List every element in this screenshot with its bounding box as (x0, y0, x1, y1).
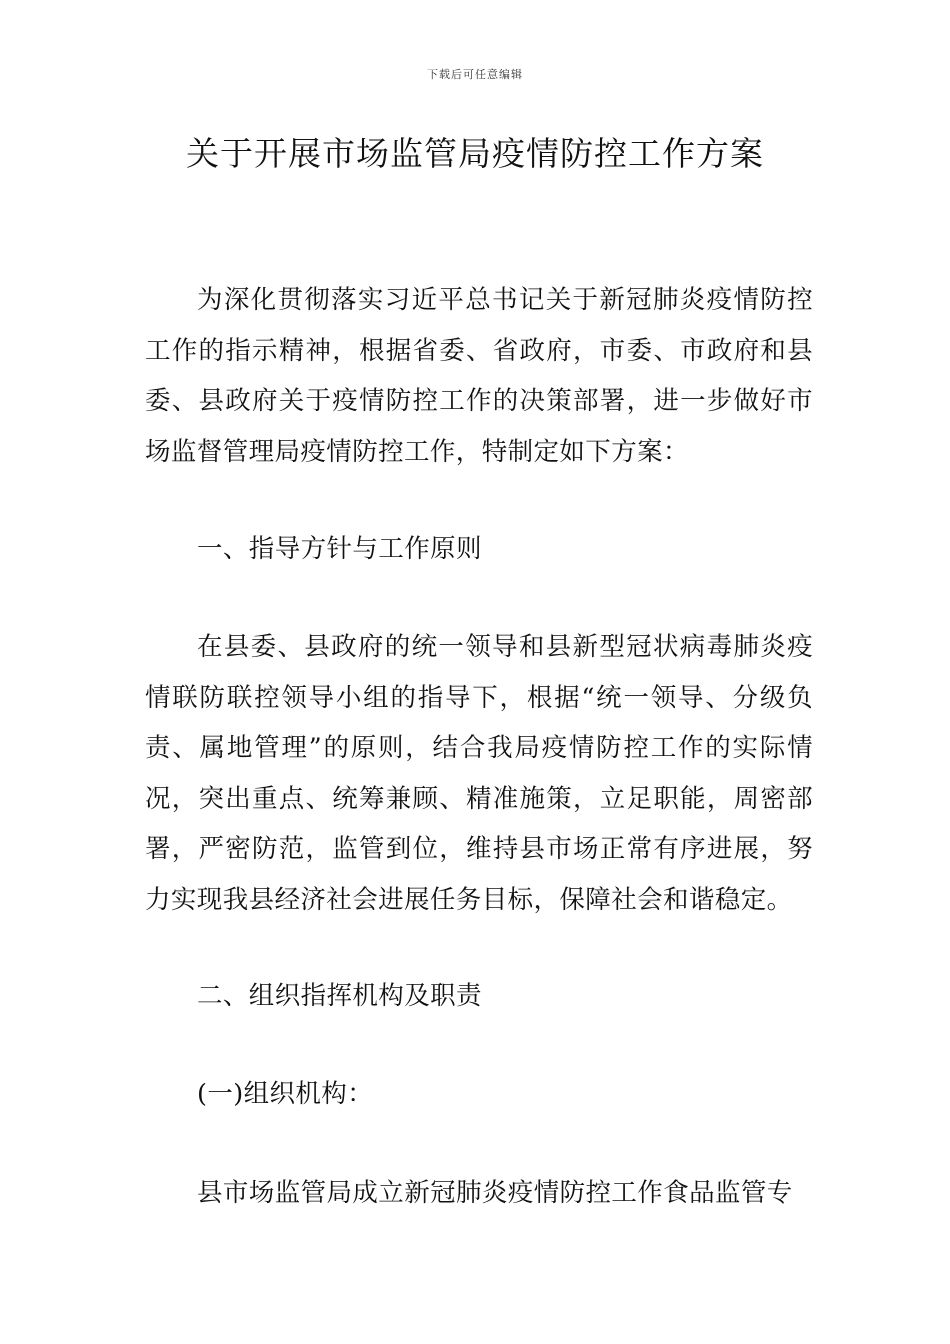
subsection-heading-organization: (一)组织机构： (197, 1079, 374, 1109)
section-heading-guiding-principles: 一、指导方针与工作原则 (197, 534, 482, 564)
document-title: 关于开展市场监管局疫情防控工作方案 (186, 134, 764, 173)
guiding-principles-paragraph: 在县委、县政府的统一领导和县新型冠状病毒肺炎疫情联防联控领导小组的指导下，根据“统一领导、分级负责、属地管理”的原则，结合我局疫情防控工作的实际情况，突出重点、统筹兼顾、精准施策，立足职能，周密部署，严密防范，监管到位，维持县市场正常有序进展，努力实现我县经济社会进展任务目标，保障社会和谐稳定。 (145, 632, 813, 915)
intro-paragraph: 为深化贯彻落实习近平总书记关于新冠肺炎疫情防控工作的指示精神，根据省委、省政府，市委、市政府和县委、县政府关于疫情防控工作的决策部署，进一步做好市场监督管理局疫情防控工作，特制定如下方案： (145, 285, 813, 467)
section-heading-organization: 二、组织指挥机构及职责 (197, 981, 482, 1011)
organization-paragraph: 县市场监管局成立新冠肺炎疫情防控工作食品监管专 (197, 1178, 793, 1208)
header-note: 下载后可任意编辑 (427, 68, 523, 81)
